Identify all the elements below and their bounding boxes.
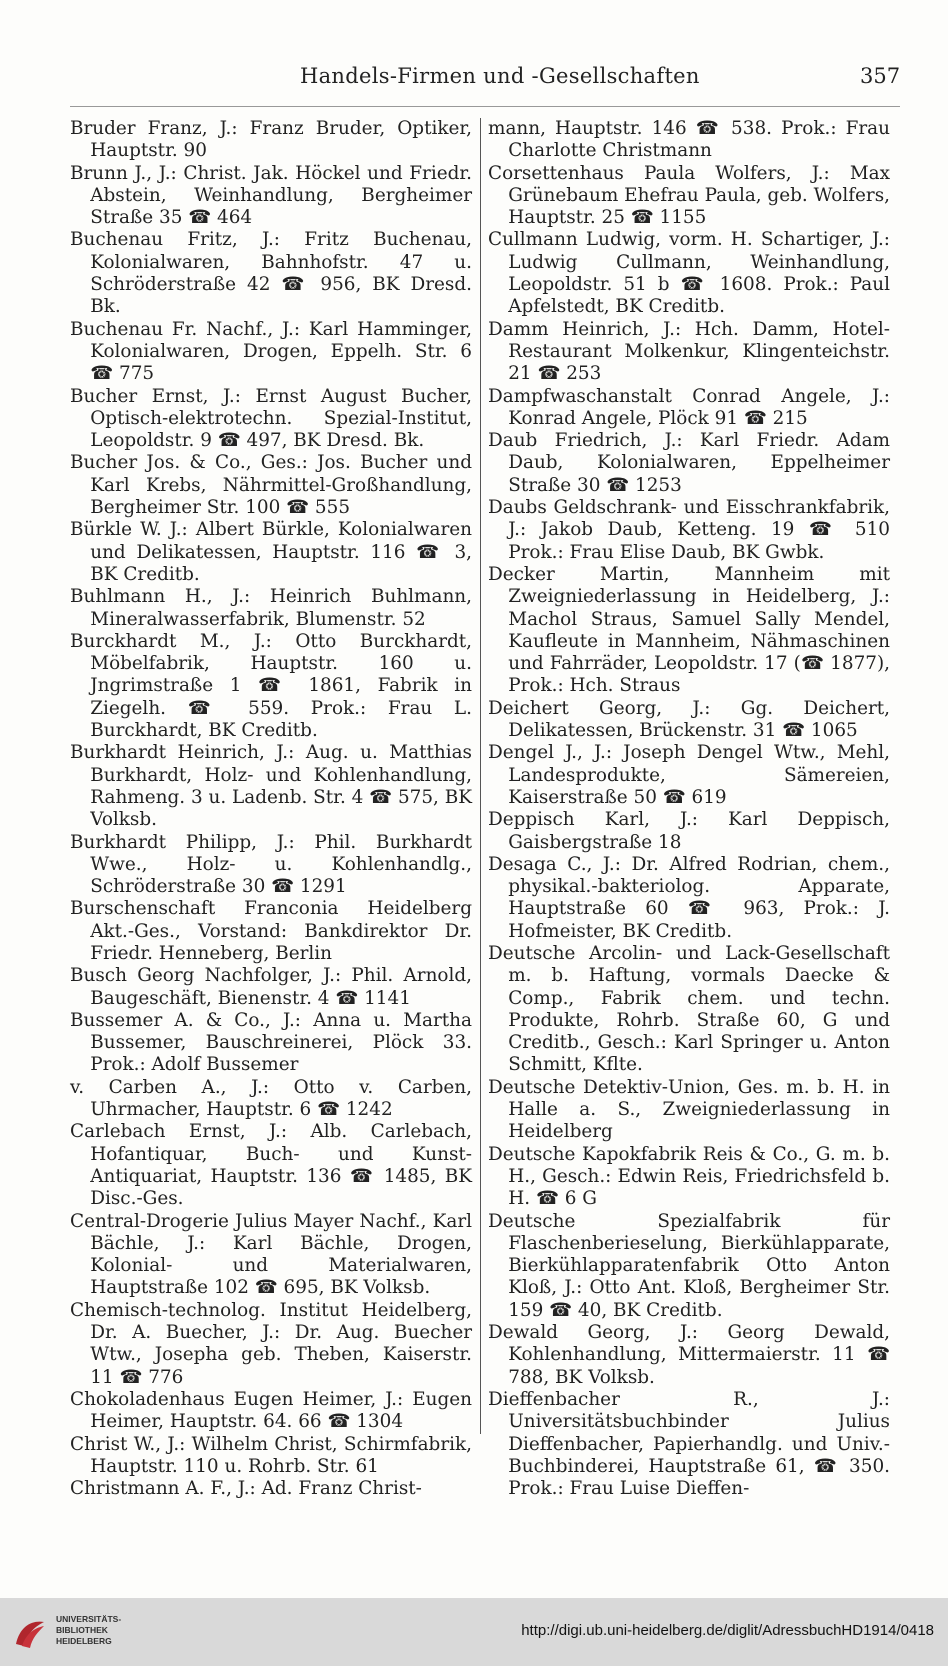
directory-entry: Christmann A. F., J.: Ad. Franz Christ- [70, 1478, 422, 1500]
directory-entry: Desaga C., J.: Dr. Alfred Rodrian, chem., physikal.-bakteriolog. Apparate, Hauptstraße 60 ☎ 963, Prok.: J. Hofmeister, BK Creditb. [488, 853, 890, 942]
source-url-link[interactable]: http://digi.ub.uni-heidelberg.de/diglit/AdressbuchHD1914/0418 [521, 1622, 934, 1639]
directory-entry: Damm Heinrich, J.: Hch. Damm, Hotel-Restaurant Molkenkur, Klingenteichstr. 21 ☎ 253 [488, 318, 890, 385]
directory-entry: Daub Friedrich, J.: Karl Friedr. Adam Daub, Kolonialwaren, Eppelheimer Straße 30 ☎ 1253 [488, 430, 890, 496]
directory-entry: Burschenschaft Franconia Heidelberg Akt.-Ges., Vorstand: Bankdirektor Dr. Friedr. Henneberg, Berlin [70, 898, 472, 964]
page-title: Handels-Firmen und -Gesellschaften [300, 64, 700, 88]
column-divider [480, 118, 481, 1434]
page-header [0, 58, 948, 98]
directory-entry: Buchenau Fritz, J.: Fritz Buchenau, Kolonialwaren, Bahnhofstr. 47 u. Schröderstraße 42 ☎ 956, BK Dresd. Bk. [70, 229, 472, 318]
directory-entry: Bürkle W. J.: Albert Bürkle, Kolonialwaren und Delikatessen, Hauptstr. 116 ☎ 3, BK Creditb. [70, 519, 472, 585]
directory-entry: Chokoladenhaus Eugen Heimer, J.: Eugen Heimer, Hauptstr. 64. 66 ☎ 1304 [70, 1388, 472, 1433]
directory-entry: Decker Martin, Mannheim mit Zweigniederlassung in Heidelberg, J.: Machol Straus, Samuel Sally Mendel, Kaufleute in Mannheim, Nähmaschinen und Fahrräder, Leopoldstr. 17 (☎ 1877), Prok.: Hch. Straus [488, 563, 890, 697]
directory-entry: Deutsche Spezialfabrik für Flaschenberieselung, Bierkühlapparate, Bierkühlapparatenfabrik Otto Anton Kloß, J.: Otto Ant. Kloß, Bergheimer Str. 159 ☎ 40, BK Creditb. [488, 1210, 890, 1321]
directory-entry: Burkhardt Philipp, J.: Phil. Burkhardt Wwe., Holz- u. Kohlenhandlg., Schröderstraße 30 ☎ 1291 [70, 831, 472, 898]
directory-entry: Buchenau Fr. Nachf., J.: Karl Hamminger, Kolonialwaren, Drogen, Eppelh. Str. 6 ☎ 775 [70, 318, 472, 385]
directory-entry: Deppisch Karl, J.: Karl Deppisch, Gaisbergstraße 18 [488, 809, 890, 853]
directory-entry: Bruder Franz, J.: Franz Bruder, Optiker, Hauptstr. 90 [70, 118, 472, 162]
right-column [488, 118, 890, 1500]
directory-entry: Burckhardt M., J.: Otto Burckhardt, Möbelfabrik, Hauptstr. 160 u. Jngrimstraße 1 ☎ 1861, Fabrik in Ziegelh. ☎ 559. Prok.: Frau L. Burckhardt, BK Creditb. [70, 630, 472, 742]
directory-entry: Corsettenhaus Paula Wolfers, J.: Max Grünebaum Ehefrau Paula, geb. Wolfers, Hauptstr. 25 ☎ 1155 [488, 162, 890, 229]
directory-entry: Daubs Geldschrank- und Eisschrankfabrik, J.: Jakob Daub, Ketteng. 19 ☎ 510 Prok.: Frau Elise Daub, BK Gwbk. [488, 497, 890, 563]
page-number: 357 [860, 64, 901, 88]
directory-entry: Cullmann Ludwig, vorm. H. Schartiger, J.: Ludwig Cullmann, Weinhandlung, Leopoldstr. 51 b ☎ 1608. Prok.: Paul Apfelstedt, BK Creditb. [488, 229, 890, 318]
logo-line-3: HEIDELBERG [56, 1636, 112, 1646]
directory-entry: Deichert Georg, J.: Gg. Deichert, Delikatessen, Brückenstr. 31 ☎ 1065 [488, 697, 890, 742]
directory-entry: Dieffenbacher R., J.: Universitätsbuchbinder Julius Dieffenbacher, Papierhandlg. und Univ.-Buchbinderei, Hauptstraße 61, ☎ 350. Prok.: Frau Luise Dieffen- [488, 1388, 890, 1500]
directory-entry: Dengel J., J.: Joseph Dengel Wtw., Mehl, Landesprodukte, Sämereien, Kaiserstraße 50 ☎ 619 [488, 742, 890, 808]
directory-entry: Brunn J., J.: Christ. Jak. Höckel und Friedr. Abstein, Weinhandlung, Bergheimer Straße 35 ☎ 464 [70, 162, 472, 229]
header-rule [70, 106, 900, 107]
directory-entry: Carlebach Ernst, J.: Alb. Carlebach, Hofantiquar, Buch- und Kunst-Antiquariat, Hauptstr. 136 ☎ 1485, BK Disc.-Ges. [70, 1121, 472, 1210]
directory-entry: Christ W., J.: Wilhelm Christ, Schirmfabrik, Hauptstr. 110 u. Rohrb. Str. 61 [70, 1433, 472, 1477]
directory-entry: Buhlmann H., J.: Heinrich Buhlmann, Mineralwasserfabrik, Blumenstr. 52 [70, 586, 472, 630]
directory-entry: mann, Hauptstr. 146 ☎ 538. Prok.: Frau Charlotte Christmann [488, 118, 890, 162]
logo-line-1: UNIVERSITÄTS- [56, 1614, 122, 1624]
directory-entry: Busch Georg Nachfolger, J.: Phil. Arnold, Baugeschäft, Bienenstr. 4 ☎ 1141 [70, 965, 472, 1009]
directory-entry: Bucher Ernst, J.: Ernst August Bucher, Optisch-elektrotechn. Spezial-Institut, Leopoldstr. 9 ☎ 497, BK Dresd. Bk. [70, 385, 472, 452]
directory-entry: Chemisch-technolog. Institut Heidelberg, Dr. A. Buecher, J.: Dr. Aug. Buecher Wtw., Josepha geb. Theben, Kaiserstr. 11 ☎ 776 [70, 1299, 472, 1388]
directory-entry: Deutsche Arcolin- und Lack-Gesellschaft m. b. Haftung, vormals Daecke & Comp., Fabrik chem. und techn. Produkte, Rohrb. Straße 60, G und Creditb., Gesch.: Karl Springer u. Anton Schmitt, Kflte. [488, 942, 890, 1076]
footer-bar [0, 1598, 948, 1666]
directory-entry: Central-Drogerie Julius Mayer Nachf., Karl Bächle, J.: Karl Bächle, Drogen, Kolonial- und Materialwaren, Hauptstraße 102 ☎ 695, BK Volksb. [70, 1210, 472, 1299]
directory-entry: Dampfwaschanstalt Conrad Angele, J.: Konrad Angele, Plöck 91 ☎ 215 [488, 385, 890, 429]
left-column [70, 118, 472, 1500]
directory-entry: Deutsche Detektiv-Union, Ges. m. b. H. in Halle a. S., Zweigniederlassung in Heidelberg [488, 1076, 890, 1143]
directory-entry: Deutsche Kapokfabrik Reis & Co., G. m. b. H., Gesch.: Edwin Reis, Friedrichsfeld b. H. ☎ 6 G [488, 1143, 890, 1210]
directory-entry: Bussemer A. & Co., J.: Anna u. Martha Bussemer, Bauschreinerei, Plöck 33. Prok.: Adolf Bussemer [70, 1009, 472, 1076]
logo-line-2: BIBLIOTHEK [56, 1625, 108, 1635]
directory-entry: Dewald Georg, J.: Georg Dewald, Kohlenhandlung, Mittermaierstr. 11 ☎ 788, BK Volksb. [488, 1322, 890, 1388]
directory-entry: Burkhardt Heinrich, J.: Aug. u. Matthias Burkhardt, Holz- und Kohlenhandlung, Rahmeng. 3 u. Ladenb. Str. 4 ☎ 575, BK Volksb. [70, 742, 472, 831]
directory-entry: Bucher Jos. & Co., Ges.: Jos. Bucher und Karl Krebs, Nährmittel-Großhandlung, Bergheimer Str. 100 ☎ 555 [70, 452, 472, 519]
library-logo-text [56, 1614, 121, 1647]
directory-entry: v. Carben A., J.: Otto v. Carben, Uhrmacher, Hauptstr. 6 ☎ 1242 [70, 1076, 472, 1121]
library-logo-icon [10, 1612, 50, 1652]
